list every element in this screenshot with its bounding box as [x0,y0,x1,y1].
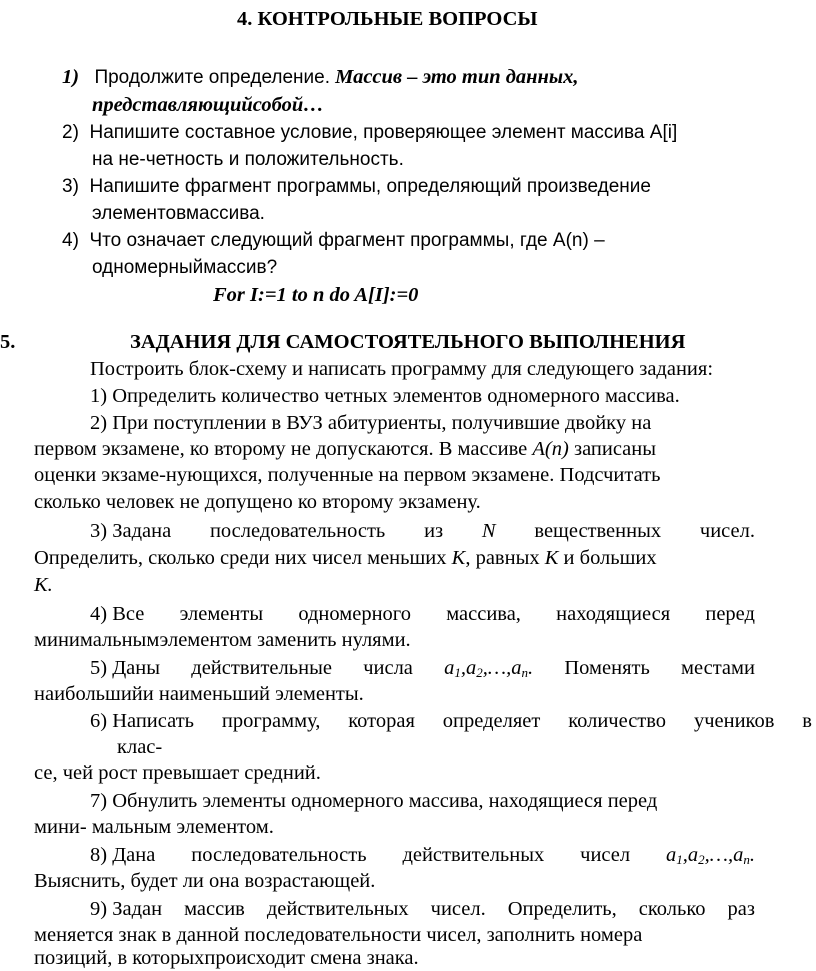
task-7-cont: мини- мальным элементом. [34,816,274,838]
task-6-cont-2: се, чей рост превышает средний. [34,762,321,784]
task-4: 4) Все элементы одномерного массива, находящиеся перед [90,603,755,625]
section-5-title: ЗАДАНИЯ ДЛЯ САМОСТОЯТЕЛЬНОГО ВЫПОЛНЕНИЯ [130,331,686,353]
section-4-title: 4. КОНТРОЛЬНЫЕ ВОПРОСЫ [237,8,538,30]
task-5: 5) Даны действительные числа $a_1,a_2,\dots,a_n$. Поменять местами [90,657,755,680]
section-5-intro: Построить блок-схему и написать программу для следующего задания: [90,358,714,380]
question-1-cont: представляющийсобой… [92,94,324,116]
task-5-cont: наибольшийи наименьший элементы. [34,683,364,705]
task-2-cont-1: первом экзамене, ко второму не допускаются. В массиве A(n) записаны [34,438,657,460]
question-3: 3) Напишите фрагмент программы, определяющий произведение [62,176,651,197]
task-7: 7) Обнулить элементы одномерного массива, находящиеся перед [90,790,658,812]
task-3-cont-1: Определить, сколько среди них чисел меньших K, равных K и больших [34,547,657,569]
task-2-cont-3: сколько человек не допущено ко второму экзамену. [34,491,481,513]
question-2-cont: на не-четность и положительность. [92,149,404,170]
task-2: 2) При поступлении в ВУЗ абитуриенты, получившие двойку на [90,412,652,434]
question-2: 2) Напишите составное условие, проверяющее элемент массива A[i] [62,122,678,143]
task-8: 8) Дана последовательность действительных чисел $a_1,a_2,\dots,a_n$. [90,844,755,867]
task-8-cont: Выяснить, будет ли она возрастающей. [34,870,376,892]
task-9-cont-1: меняется знак в данной последовательности чисел, заполнить номера [34,924,643,946]
task-3: 3) Задана последовательность из N вещественных чисел. [90,520,755,542]
task-2-cont-2: оценки экзаме-нующихся, полученные на первом экзамене. Подсчитать [34,464,661,486]
task-6: 6) Написать программу, которая определяет количество учеников в [90,710,812,732]
task-6-cont-1: клас- [117,736,163,758]
task-3-cont-2: K. [34,574,53,596]
question-3-cont: элементовмассива. [92,203,265,224]
task-4-cont: минимальнымэлементом заменить нулями. [34,629,411,651]
task-9-cont-2: позиций, в которыхпроисходит смена знака. [34,947,419,969]
question-4: 4) Что означает следующий фрагмент программы, где A(n) – [62,230,605,251]
task-9: 9) Задан массив действительных чисел. Определить, сколько раз [90,898,755,920]
section-5-number: 5. [0,331,16,353]
task-1: 1) Определить количество четных элементов одномерного массива. [90,385,680,407]
code-fragment: For I:=1 to n do A[I]:=0 [213,284,419,306]
question-1: 1) Продолжите определение. Массив – это тип данных, [62,66,579,88]
question-4-cont: одномерныймассив? [92,257,278,278]
